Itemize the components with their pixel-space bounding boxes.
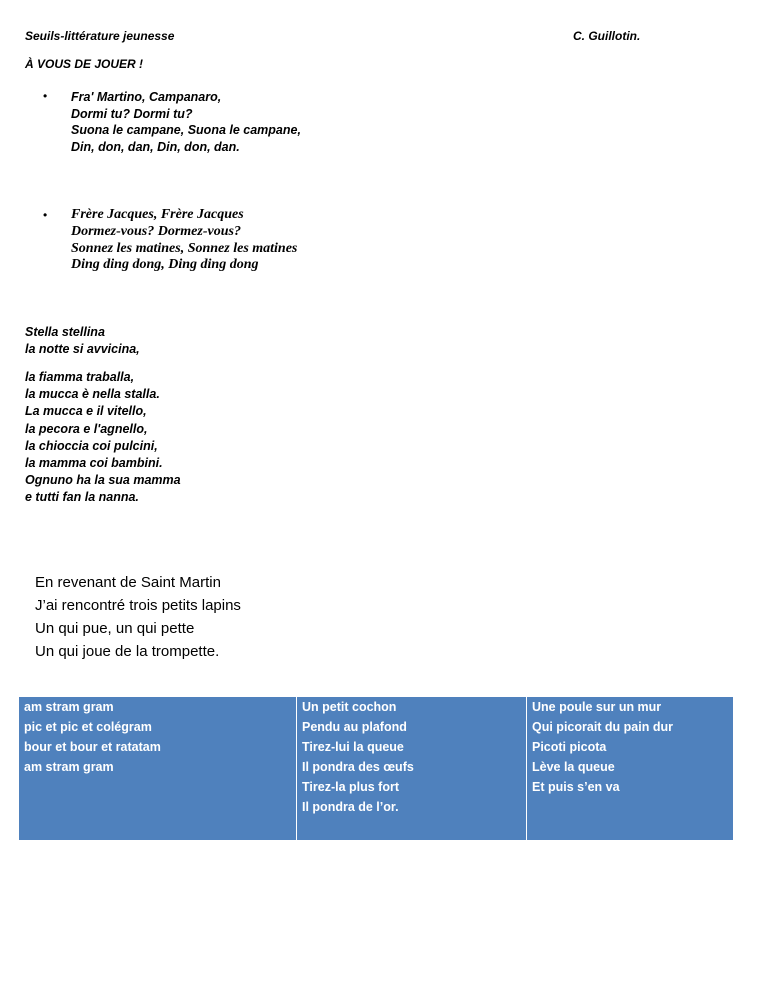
poem-line: la notte si avvicina, xyxy=(25,342,140,357)
table-cell-line: Une poule sur un mur xyxy=(532,700,662,714)
poem-line: e tutti fan la nanna. xyxy=(25,490,139,505)
poem-line: la chioccia coi pulcini, xyxy=(25,438,158,453)
table-cell-line: am stram gram xyxy=(24,700,114,714)
poem-line: Ding ding dong, Ding ding dong xyxy=(71,257,259,273)
poem-line: Stella stellina xyxy=(25,325,105,339)
rhymes-table xyxy=(19,697,733,840)
table-cell-line: pic et pic et colégram xyxy=(24,720,152,734)
poem-line: la pecora e l'agnello, xyxy=(25,421,148,436)
document-header-right: C. Guillotin. xyxy=(573,29,641,43)
table-column-petit-cochon xyxy=(296,697,526,840)
poem-line: En revenant de Saint Martin xyxy=(35,574,221,591)
poem-line: Fra' Martino, Campanaro, xyxy=(71,90,222,104)
poem-saint-martin xyxy=(35,571,241,663)
table-cell-line: Tirez-la plus fort xyxy=(302,780,400,794)
poem-line: Sonnez les matines, Sonnez les matines xyxy=(71,240,298,256)
table-cell-line: Lève la queue xyxy=(532,760,615,774)
poem-line: Un qui joue de la trompette. xyxy=(35,643,220,660)
poem-line: Din, don, dan, Din, don, dan. xyxy=(71,139,240,154)
bullet-icon: • xyxy=(43,208,48,222)
table-cell-line: Pendu au plafond xyxy=(302,720,407,734)
poem-line: Suona le campane, Suona le campane, xyxy=(71,123,301,137)
poem-line: Frère Jacques, Frère Jacques xyxy=(71,207,244,222)
poem-line: la fiamma traballa, xyxy=(25,370,135,384)
poem-fra-martino xyxy=(71,89,301,155)
table-column-am-stram-gram xyxy=(19,697,296,840)
poem-line: Ognuno ha la sua mamma xyxy=(25,473,181,488)
bullet-icon: • xyxy=(43,89,48,103)
poem-line: Un qui pue, un qui pette xyxy=(35,620,195,637)
poem-line: La mucca e il vitello, xyxy=(25,404,147,419)
poem-line: Dormi tu? Dormi tu? xyxy=(71,106,193,121)
poem-line: la mamma coi bambini. xyxy=(25,456,163,471)
poem-frere-jacques xyxy=(71,207,297,274)
poem-line: la mucca è nella stalla. xyxy=(25,387,160,402)
table-cell-line: am stram gram xyxy=(24,760,114,774)
poem-stella-body xyxy=(25,369,181,507)
table-cell-line: bour et bour et ratatam xyxy=(24,740,161,754)
table-column-poule-sur-un-mur xyxy=(526,697,733,840)
poem-line: J’ai rencontré trois petits lapins xyxy=(35,597,241,614)
table-cell-line: Il pondra des œufs xyxy=(302,760,414,774)
table-cell-line: Il pondra de l’or. xyxy=(302,800,399,814)
table-cell-line: Un petit cochon xyxy=(302,700,397,714)
section-title: À VOUS DE JOUER ! xyxy=(25,57,144,71)
table-cell-line: Tirez-lui la queue xyxy=(302,740,404,754)
table-cell-line: Et puis s’en va xyxy=(532,780,620,794)
document-header-left: Seuils-littérature jeunesse xyxy=(25,29,175,43)
poem-line: Dormez-vous? Dormez-vous? xyxy=(71,223,241,239)
table-cell-line: Picoti picota xyxy=(532,740,607,754)
poem-stella-intro xyxy=(25,324,140,358)
table-cell-line: Qui picorait du pain dur xyxy=(532,720,673,734)
